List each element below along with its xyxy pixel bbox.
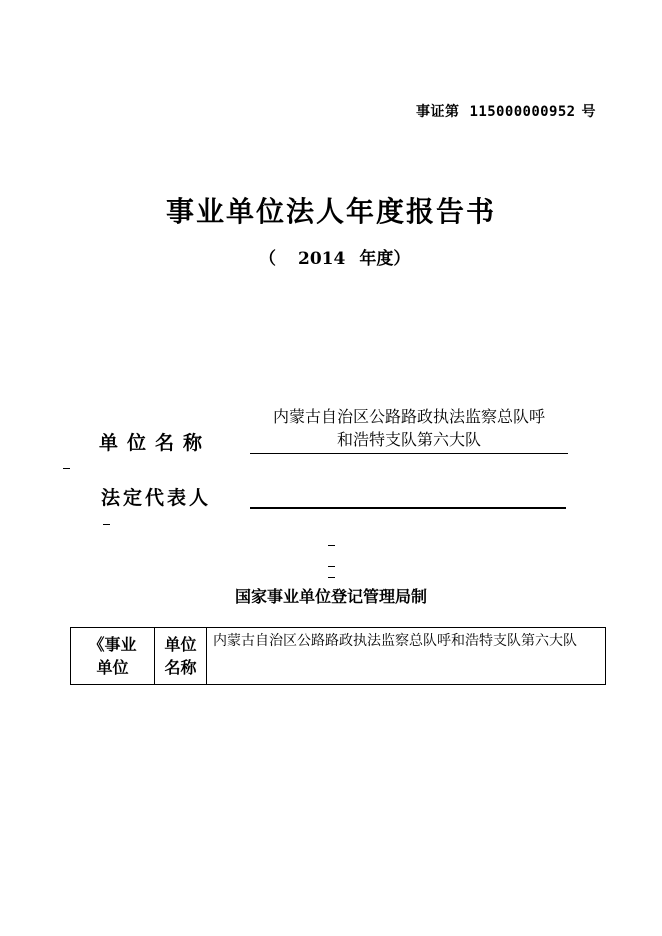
category-line-2: 单位 <box>96 658 129 677</box>
unit-name-label: 单位名称 <box>99 432 212 454</box>
unit-name-underline <box>250 453 568 454</box>
table-row <box>71 628 606 685</box>
legal-rep-label: 法定代表人 <box>101 487 212 509</box>
year-close: 年度） <box>359 249 411 269</box>
margin-dash <box>103 524 110 525</box>
margin-dash <box>328 566 335 567</box>
certificate-number <box>416 101 596 121</box>
field-label-line-1: 单位 <box>164 635 197 654</box>
year-open-paren: （ <box>259 249 276 269</box>
legal-rep-underline <box>250 507 566 509</box>
category-line-1: 《事业 <box>88 635 137 654</box>
cert-prefix: 事证第 <box>416 104 460 120</box>
unit-name-line-1: 内蒙古自治区公路路政执法监察总队呼 <box>272 407 545 426</box>
issuer-line: 国家事业单位登记管理局制 <box>234 587 427 606</box>
margin-dash <box>63 468 70 469</box>
table-cell-field-label <box>155 628 207 685</box>
margin-dash <box>328 545 335 546</box>
legal-rep-value <box>250 485 566 505</box>
report-year <box>259 244 410 269</box>
unit-name-line-2: 和浩特支队第六大队 <box>336 430 481 449</box>
info-table <box>70 627 606 685</box>
field-label-line-2: 名称 <box>164 658 197 677</box>
cert-suffix: 号 <box>581 104 596 120</box>
report-title: 事业单位法人年度报告书 <box>165 195 496 228</box>
margin-dash <box>328 577 335 578</box>
unit-name-value <box>250 405 568 451</box>
year-value: 2014 <box>298 249 346 269</box>
table-cell-unit-name: 内蒙古自治区公路路政执法监察总队呼和浩特支队第六大队 <box>207 628 606 685</box>
cert-number: 115000000952 <box>469 104 576 120</box>
table-cell-category <box>71 628 155 685</box>
